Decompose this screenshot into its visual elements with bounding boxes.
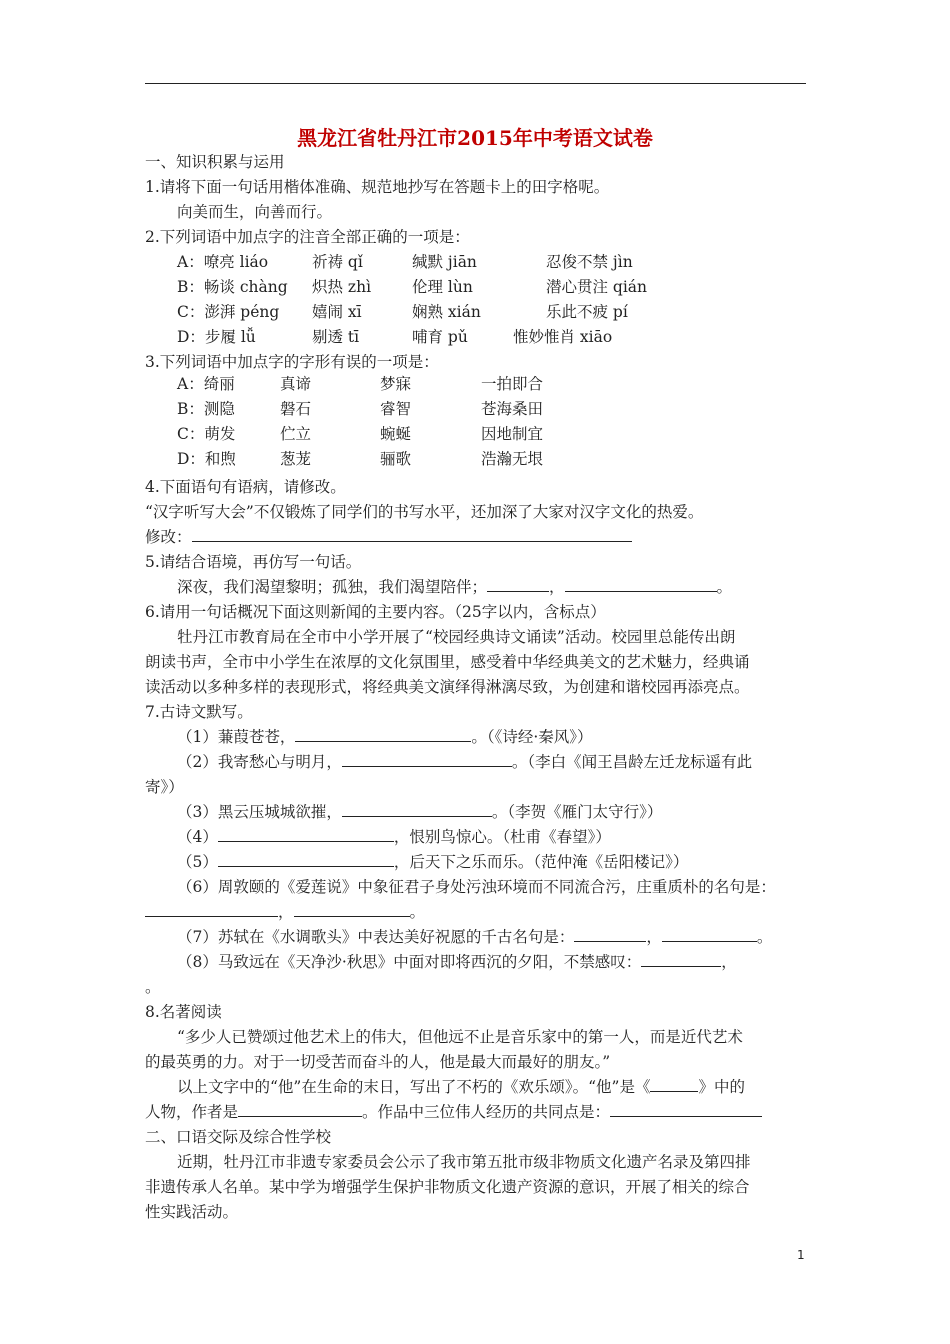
q7-stem: 7.古诗文默写。 [145,703,253,721]
q2-option: 乐此不疲 pí [546,303,628,321]
q3-stem: 3.下列词语中加点字的字形有误的一项是： [145,353,439,371]
q8-stem: 8.名著阅读 [145,1003,222,1021]
q7-item-3 [177,802,662,822]
q2-option: D：步履 lǚ [177,328,256,346]
q8-book-blank[interactable] [650,1077,698,1092]
q4-answer-blank[interactable] [192,527,632,542]
q3-option: 伫立 [280,425,312,443]
q1-stem: 1.请将下面一句话用楷体准确、规范地抄写在答题卡上的田字格呢。 [145,178,610,196]
q7-item-1 [177,727,593,747]
q7-item-2 [177,752,752,772]
page-number: 1 [797,1248,805,1262]
q6-paragraph-line: 读活动以多种多样的表现形式，将经典美文演绎得淋漓尽致，为创建和谐校园再添亮点。 [145,678,750,696]
q8-common-blank[interactable] [610,1102,762,1117]
q2-option: C：澎湃 péng [177,303,280,321]
s2-paragraph-line: 近期，牡丹江市非遗专家委员会公示了我市第五批市级非物质文化遗产名录及第四排 [177,1153,751,1171]
q1-text: 向美而生，向善而行。 [177,203,333,221]
q7-item-8 [177,952,737,972]
q7-item-4-text: ，恨别鸟惊心。（杜甫《春望》） [393,828,611,846]
q2-option: 娴熟 xián [412,303,481,321]
q2-option: 嬉闹 xī [312,303,362,321]
q8-question-text-end: 》中的 [698,1078,745,1096]
q2-option: A：嘹亮 liáo [177,253,269,271]
q3-option: 苍海桑田 [481,400,544,418]
q6-stem: 6.请用一句话概况下面这则新闻的主要内容。（25字以内，含标点） [145,603,606,621]
q7-blank[interactable] [218,827,394,842]
q8-author-blank[interactable] [238,1102,362,1117]
q5-blank-1[interactable] [487,577,549,592]
q8-question-text: 以上文字中的“他”在生命的末日，写出了不朽的《欢乐颂》。“他”是《 [177,1078,651,1096]
q7-item-5 [177,852,688,872]
q7-blank[interactable] [295,727,471,742]
q2-option: 祈祷 qǐ [312,253,363,271]
q7-end: 。 [409,903,426,921]
q3-option: 磐石 [280,400,312,418]
q2-option: 潜心贯注 qián [546,278,648,296]
q2-option: 惟妙惟肖 xiāo [513,328,613,346]
q7-item-2-cont: 寄》） [145,778,184,796]
q3-option: D：和煦 [177,450,236,468]
q3-option: 一拍即合 [481,375,544,393]
q7-item-5-text: ，后天下之乐而乐。（范仲淹《岳阳楼记》） [393,853,689,871]
q3-option: C：萌发 [177,425,236,443]
q6-paragraph-line: 朗读书声，全市中小学生在浓厚的文化氛围里，感受着中华经典美文的艺术魅力，经典诵 [145,653,750,671]
q7-blank[interactable] [641,952,721,967]
q3-option: 浩瀚无垠 [481,450,544,468]
q7-blank[interactable] [342,752,512,767]
q3-option: A：绮丽 [177,375,235,393]
q8-paragraph-line: 的最英勇的力。对于一切受苦而奋斗的人，他是最大而最好的朋友。” [145,1053,611,1071]
q7-separator: ， [721,953,737,971]
q3-option: B：测隐 [177,400,235,418]
q3-option: 因地制宜 [481,425,544,443]
section-heading-2: 二、口语交际及综合性学校 [145,1128,332,1146]
q7-blank[interactable] [218,852,394,867]
q3-option: 真谛 [280,375,312,393]
q7-item-3-text: （3）黑云压城城欲摧， [177,803,342,821]
q3-option: 睿智 [380,400,412,418]
q7-blank[interactable] [145,902,278,917]
q7-blank[interactable] [294,902,410,917]
q5-end: 。 [716,578,733,596]
q7-separator: ， [646,928,662,946]
q7-blank[interactable] [574,927,646,942]
q7-item-6-answers [145,902,425,922]
q2-option: 伦理 lùn [412,278,473,296]
q2-option: 忍俊不禁 jìn [546,253,633,271]
q7-item-5-num: （5） [177,853,218,871]
q7-separator: ， [278,903,294,921]
q7-item-2-source: 。（李白《闻王昌龄左迁龙标遥有此 [511,753,753,771]
q8-common-label: 。作品中三位伟人经历的共同点是： [362,1103,611,1121]
q7-item-8-text: （8）马致远在《天净沙·秋思》中面对即将西沉的夕阳，不禁感叹： [177,953,642,971]
q8-author-label: 人物，作者是 [145,1103,239,1121]
q2-option: 哺育 pǔ [412,328,468,346]
q7-item-3-source: 。（李贺《雁门太守行》） [491,803,663,821]
q7-item-6: （6）周敦颐的《爱莲说》中象征君子身处污浊环境而不同流合污，庄重质朴的名句是： [177,878,776,896]
q5-stem: 5.请结合语境，再仿写一句话。 [145,553,362,571]
q3-option: 梦寐 [380,375,412,393]
q4-fix-label: 修改： [145,528,192,546]
q4-text: “汉字听写大会”不仅锻炼了同学们的书写水平，还加深了大家对汉字文化的热爱。 [145,503,704,521]
s2-paragraph-line: 性实践活动。 [145,1203,239,1221]
q7-blank[interactable] [342,802,492,817]
q7-end: 。 [756,928,773,946]
q2-option: 炽热 zhì [312,278,372,296]
q5-text: 深夜，我们渴望黎明；孤独，我们渴望陪伴； [177,578,488,596]
q5-line [177,577,732,597]
q8-question-line [177,1077,745,1097]
q2-option: 剔透 tī [312,328,360,346]
q7-item-7-text: （7）苏轼在《水调歌头》中表达美好祝愿的千古名句是： [177,928,575,946]
q8-paragraph-line: “多少人已赞颂过他艺术上的伟大，但他远不止是音乐家中的第一人，而是近代艺术 [177,1028,743,1046]
q7-item-2-text: （2）我寄愁心与明月， [177,753,342,771]
header-rule [145,83,806,84]
q7-item-4-num: （4） [177,828,218,846]
s2-paragraph-line: 非遗传承人名单。某中学为增强学生保护非物质文化遗产资源的意识，开展了相关的综合 [145,1178,750,1196]
q5-separator: ， [549,578,565,596]
q7-item-4 [177,827,611,847]
section-heading-1: 一、知识积累与运用 [145,153,285,171]
q3-option: 葱茏 [280,450,312,468]
q2-option: 缄默 jiān [412,253,477,271]
q2-option: B：畅谈 chàng [177,278,288,296]
q7-item-7 [177,927,772,947]
q6-paragraph-line: 牡丹江市教育局在全市中小学开展了“校园经典诗文诵读”活动。校园里总能传出朗 [177,628,736,646]
document-title: 黑龙江省牡丹江市2015年中考语文试卷 [297,126,653,150]
q3-option: 蜿蜒 [380,425,412,443]
q7-blank[interactable] [662,927,757,942]
q5-blank-2[interactable] [565,577,717,592]
q8-author-line [145,1102,762,1122]
q4-stem: 4.下面语句有语病，请修改。 [145,478,346,496]
q3-option: 骊歌 [380,450,412,468]
q7-item-8-end: 。 [145,978,161,996]
q7-item-1-text: （1）蒹葭苍苍， [177,728,296,746]
q7-item-1-source: 。（《诗经·秦风》） [471,728,593,746]
q4-fix-line [145,527,632,547]
q2-stem: 2.下列词语中加点字的注音全部正确的一项是： [145,228,470,246]
